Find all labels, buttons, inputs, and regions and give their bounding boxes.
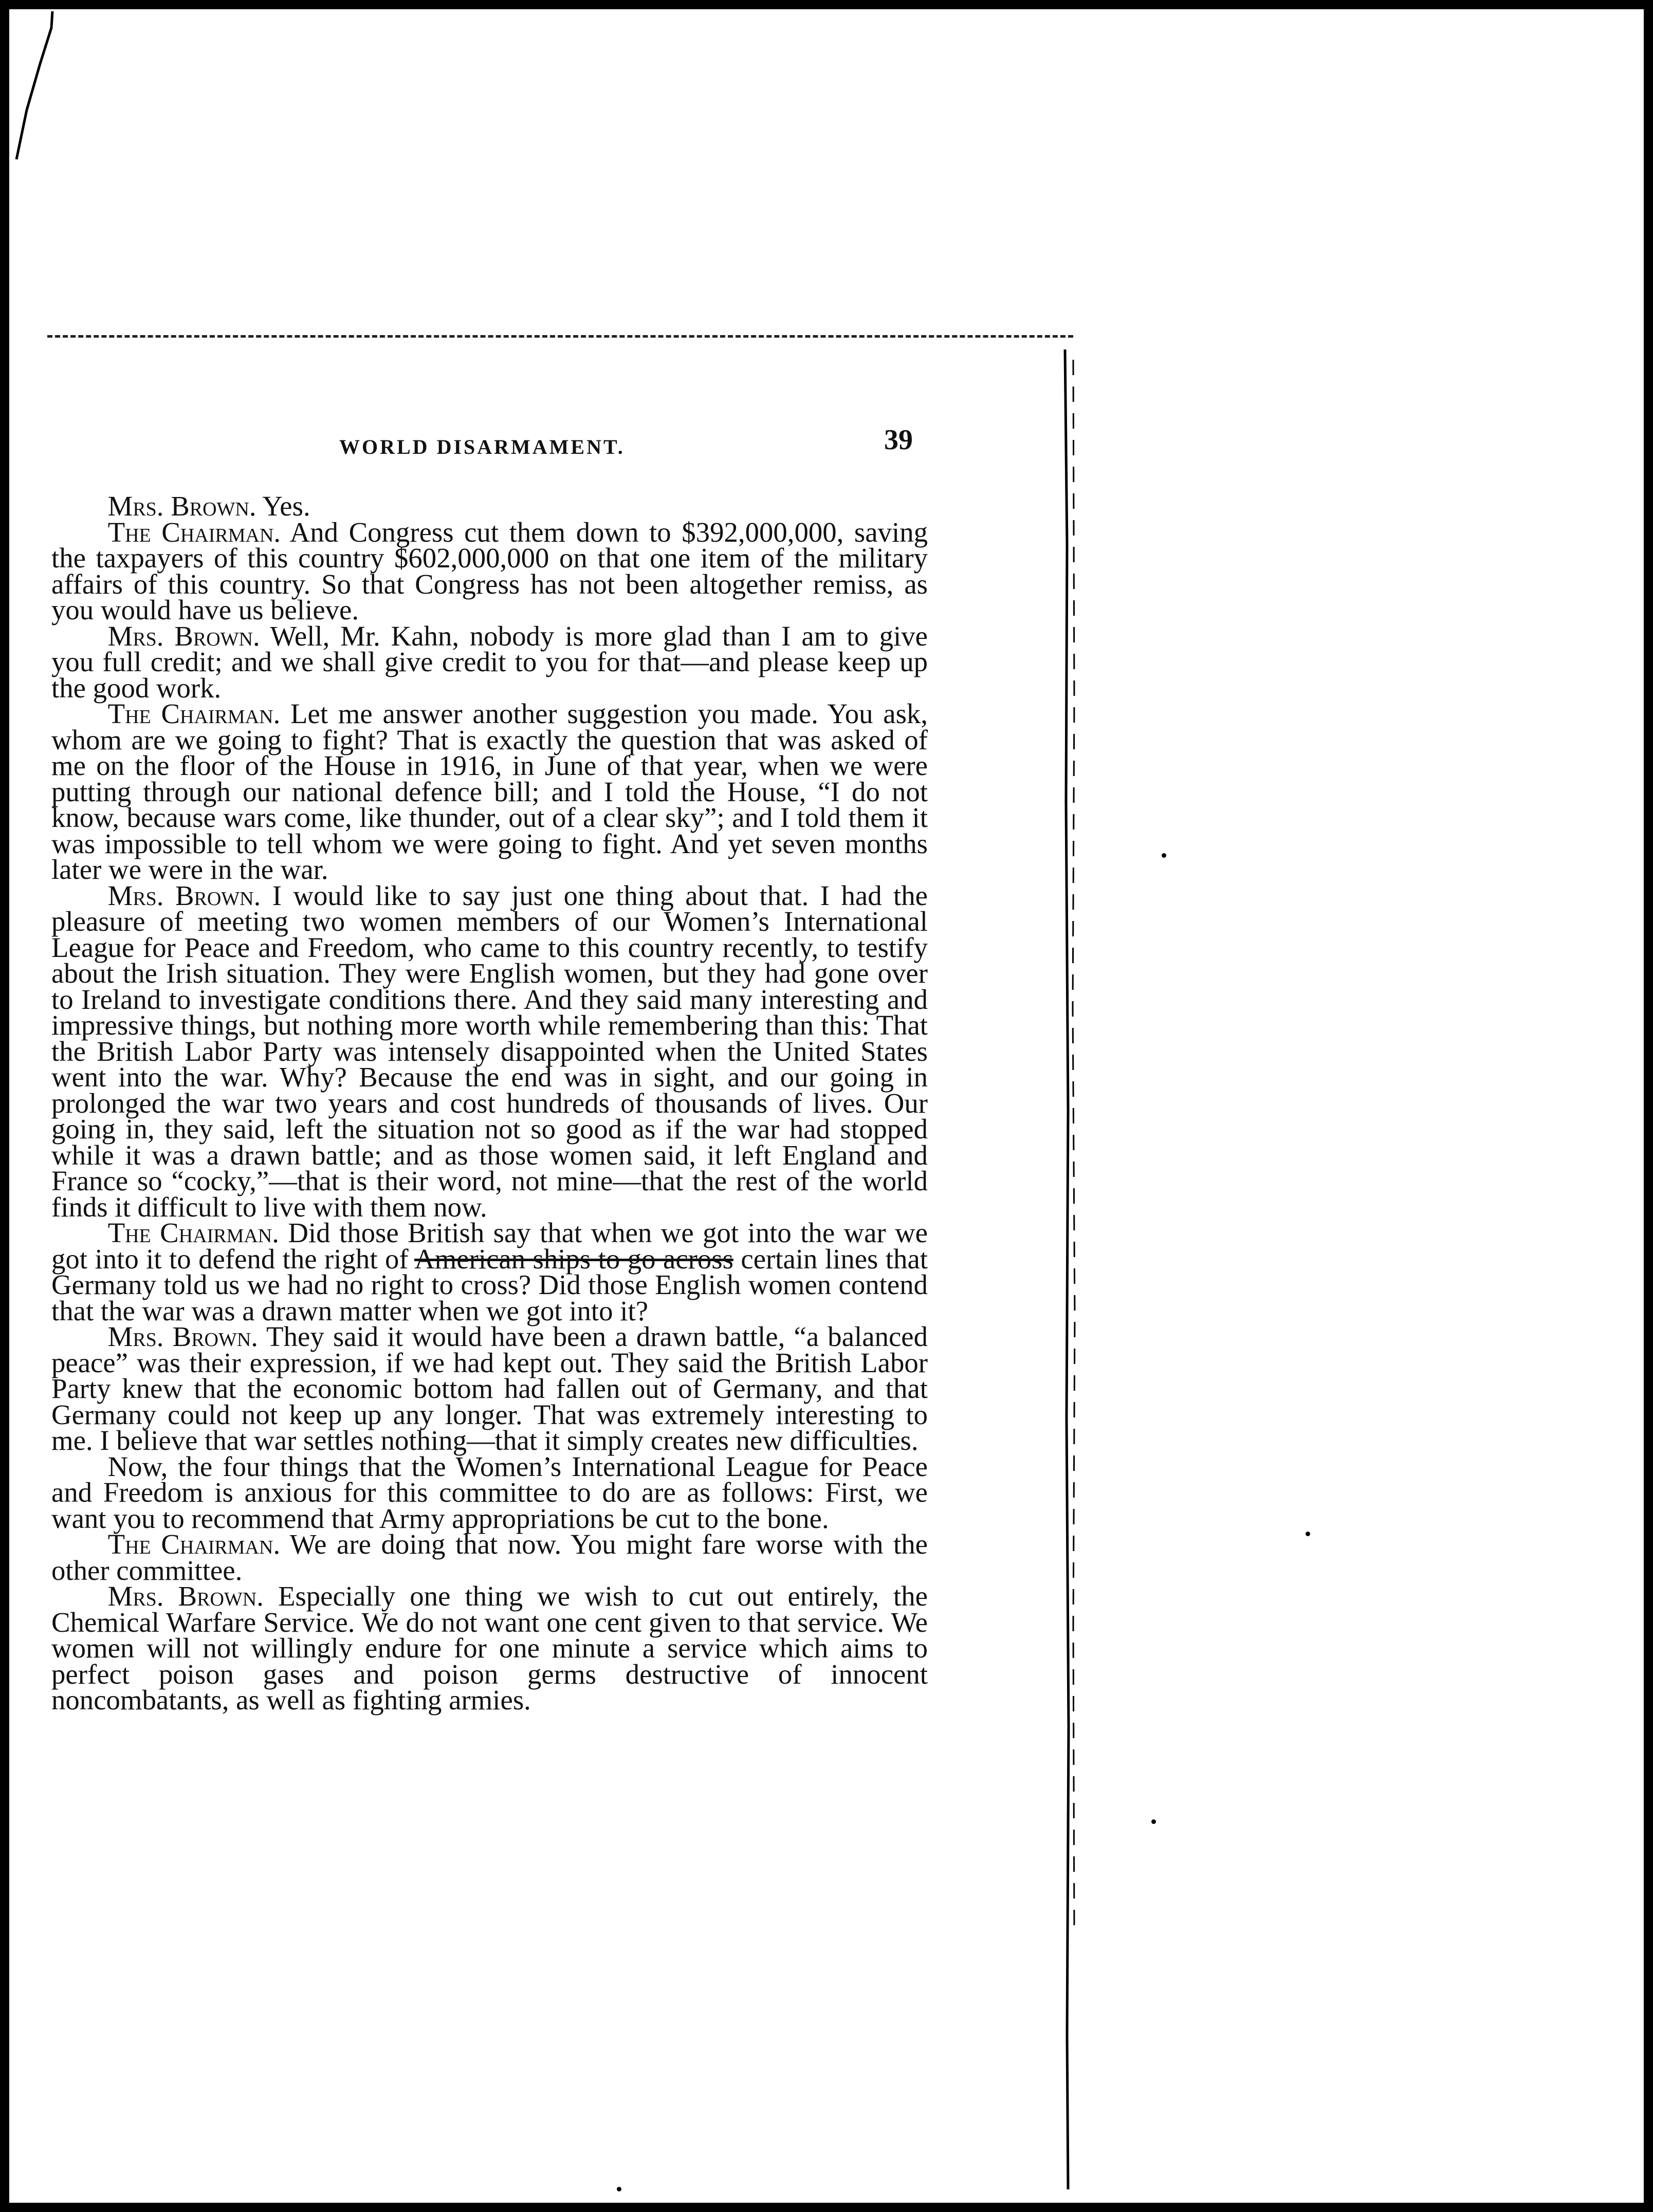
paragraph-text: And Congress cut them down to $392,000,000, saving the taxpayers of this country $602,000,000 on that one item of the military affairs of this country. So that Congress has not been altogether remiss, as you would have us believe. xyxy=(51,516,928,625)
paragraph-text: Especially one thing we wish to cut out entirely, the Chemical Warfare Service. We do not want one cent given to that service. We women will not willingly endure for one minute a service which aims to perfect poison gases and poison germs destructive of innocent noncombatants, as well as fighting armies. xyxy=(51,1580,928,1716)
scan-speck xyxy=(1151,1819,1156,1824)
paragraph xyxy=(51,620,928,704)
paragraph-text: Now, the four things that the Women’s International League for Peace and Freedom is anxious for this committee to do are as follows: First, we want you to recommend that Army appropriations be cut to the bone. xyxy=(51,1450,928,1534)
testimony-text xyxy=(51,490,928,1716)
paragraph-text: They said it would have been a drawn battle, “a balanced peace” was their expression, if we had kept out. They said the British Labor Party knew that the economic bottom had fallen out of Germany, and that Germany could not keep up any longer. That was extremely interesting to me. I believe that war settles nothing—that it simply creates new difficulties. xyxy=(51,1321,928,1456)
struck-through-text: American ships to go across xyxy=(414,1243,733,1275)
paragraph xyxy=(51,698,928,885)
paragraph-text: Yes. xyxy=(256,490,310,522)
paragraph-text: We are doing that now. You might fare worse with the other committee. xyxy=(51,1528,928,1586)
scan-speck xyxy=(617,2187,621,2191)
paragraph xyxy=(51,516,928,625)
paragraph xyxy=(51,1528,928,1586)
paragraph xyxy=(51,490,928,522)
speaker-name: The Chairman. xyxy=(107,698,281,729)
paragraph-text: certain lines that Germany told us we had no right to cross? Did those English women contend that the war was a drawn matter when we got into it? xyxy=(51,1243,928,1326)
paragraph-text: Let me answer another suggestion you made. You ask, whom are we going to fight? That is exactly the question that was asked of me on the floor of the House in 1916, in June of that year, when we were putting through our national defence bill; and I told the House, “I do not know, because wars come, like thunder, out of a clear sky”; and I told them it was impossible to tell whom we were going to fight. And yet seven months later we were in the war. xyxy=(51,698,928,885)
corner-pen-mark xyxy=(7,7,69,161)
page-header xyxy=(51,416,925,463)
speaker-name: The Chairman. xyxy=(107,1528,281,1560)
page-edge-rule xyxy=(47,335,1073,338)
paragraph xyxy=(51,1321,928,1456)
speaker-name: The Chairman. xyxy=(107,1217,279,1248)
paragraph xyxy=(51,1450,928,1534)
running-head: WORLD DISARMAMENT. xyxy=(339,435,625,458)
paragraph-text: I would like to say just one thing about that. I had the pleasure of meeting two women members of our Women’s International League for Peace and Freedom, who came to this country recently, to testify about the Irish situation. They were English women, but they had gone over to Ireland to investigate conditions there. And they said many interesting and impressive things, but nothing more worth while remembering than this: That the British Labor Party was intensely disappointed when the United States went into the war. Why? Because the end was in sight, and our going in prolonged the war two years and cost hundreds of thousands of lives. Our going in, they said, left the situation not so good as if the war had stopped while it was a drawn battle; and as those women said, it left England and France so “cocky,”—that is their word, not mine—that the rest of the world finds it difficult to live with them now. xyxy=(51,879,928,1223)
speaker-name: The Chairman. xyxy=(107,516,281,548)
page-number: 39 xyxy=(884,424,913,456)
paragraph-text: Did those British say that when we got into the war we got into it to defend the right of xyxy=(51,1217,928,1275)
paragraph xyxy=(51,1580,928,1716)
speaker-name: Mrs. Brown. xyxy=(107,490,256,522)
paragraph-text: Well, Mr. Kahn, nobody is more glad than I am to give you full credit; and we shall give credit to you for that—and please keep up the good work. xyxy=(51,620,928,704)
paragraph xyxy=(51,1217,928,1326)
scan-speck xyxy=(1306,1532,1310,1536)
speaker-name: Mrs. Brown. xyxy=(107,1580,264,1612)
speaker-name: Mrs. Brown. xyxy=(107,1321,259,1352)
speaker-name: Mrs. Brown. xyxy=(107,620,260,652)
speaker-name: Mrs. Brown. xyxy=(107,879,261,911)
binding-edge xyxy=(1060,339,1080,2200)
paragraph xyxy=(51,879,928,1223)
scan-speck xyxy=(1162,853,1166,858)
